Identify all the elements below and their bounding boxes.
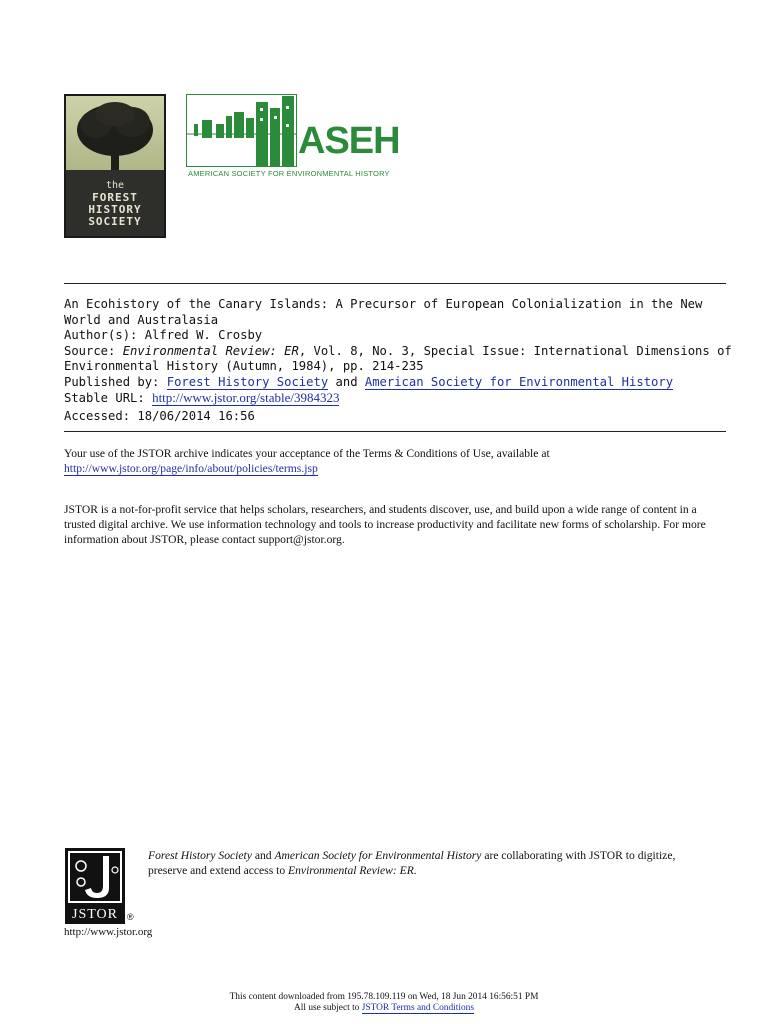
stable-url-link[interactable]: http://www.jstor.org/stable/3984323 — [152, 390, 340, 405]
terms-notice — [64, 446, 724, 476]
about-jstor-text: JSTOR is a not-for-profit service that helps scholars, researchers, and students discover, use, and build upon a wide range of content in a trusted digital archive. We use information technology and tools to increase productivity and facilitate new forms of scholarship. For more information about JSTOR, please contact support@jstor.org. — [64, 503, 706, 546]
and-text: and — [335, 374, 358, 389]
download-info: This content downloaded from 195.78.109.119 on Wed, 18 Jun 2014 16:56:51 PM — [229, 992, 539, 1002]
publisher-link[interactable]: American Society for Environmental History — [364, 374, 674, 389]
aseh-logo — [186, 94, 400, 182]
collab-org: Forest History Society — [148, 849, 252, 862]
accessed-row — [64, 409, 734, 425]
source-details: , Vol. 8, No. 3, Special Issue: International Dimensions of — [298, 343, 732, 358]
top-divider — [64, 283, 726, 284]
terms-link[interactable]: http://www.jstor.org/page/info/about/policies/terms.jsp — [64, 462, 318, 475]
bottom-divider — [64, 431, 726, 432]
collab-journal: Environmental Review: ER. — [288, 863, 417, 877]
fhs-logo-line: the — [105, 180, 125, 191]
terms-text: Your use of the JSTOR archive indicates your acceptance of the Terms & Conditions of Use, available at — [64, 447, 550, 460]
forest-history-society-logo — [64, 94, 166, 238]
source-journal: Environmental Review: ER — [122, 343, 299, 358]
jstor-logo — [65, 848, 134, 924]
source-row — [64, 344, 734, 360]
collab-org: American Society for Environmental History — [274, 849, 482, 862]
published-label: Published by: — [64, 374, 160, 389]
source-row-cont: Environmental History (Autumn, 1984), pp. 214-235 — [64, 359, 424, 373]
aseh-wordmark: ASEH — [298, 120, 400, 162]
aseh-subtitle: AMERICAN SOCIETY FOR ENVIRONMENTAL HISTORY — [188, 169, 390, 178]
fhs-logo-line: SOCIETY — [88, 215, 142, 228]
registered-mark: ® — [127, 912, 134, 922]
authors-value: Alfred W. Crosby — [144, 328, 263, 342]
article-metadata — [64, 297, 734, 424]
collab-text: are collaborating with JSTOR to digitize, preserve and extend access to — [148, 849, 676, 877]
fhs-logo-line: HISTORY — [88, 203, 142, 216]
stable-url-row — [64, 390, 734, 407]
publisher-link[interactable]: Forest History Society — [166, 374, 329, 389]
article-title-line: World and Australasia — [64, 312, 219, 327]
stable-url-label: Stable URL: — [64, 391, 145, 405]
authors-row — [64, 328, 734, 344]
footer — [0, 992, 768, 1013]
article-title-line: An Ecohistory of the Canary Islands: A Precursor of European Colonialization in the New — [64, 297, 703, 311]
collaboration-note — [148, 849, 708, 878]
source-label: Source: — [64, 343, 116, 358]
jstor-wordmark: JSTOR — [72, 907, 118, 922]
and-text: and — [254, 849, 272, 862]
authors-label: Author(s): — [64, 328, 138, 342]
terms-footer — [0, 1003, 768, 1014]
publisher-row — [64, 375, 734, 391]
fhs-logo-line: FOREST — [92, 191, 138, 204]
jstor-terms-link[interactable]: JSTOR Terms and Conditions — [361, 1002, 474, 1013]
accessed-label: Accessed: — [64, 408, 131, 423]
tree-icon — [66, 96, 164, 178]
jstor-url[interactable]: http://www.jstor.org — [64, 926, 153, 938]
accessed-value: 18/06/2014 16:56 — [137, 408, 255, 423]
terms-footer-prefix: All use subject to — [294, 1002, 360, 1013]
